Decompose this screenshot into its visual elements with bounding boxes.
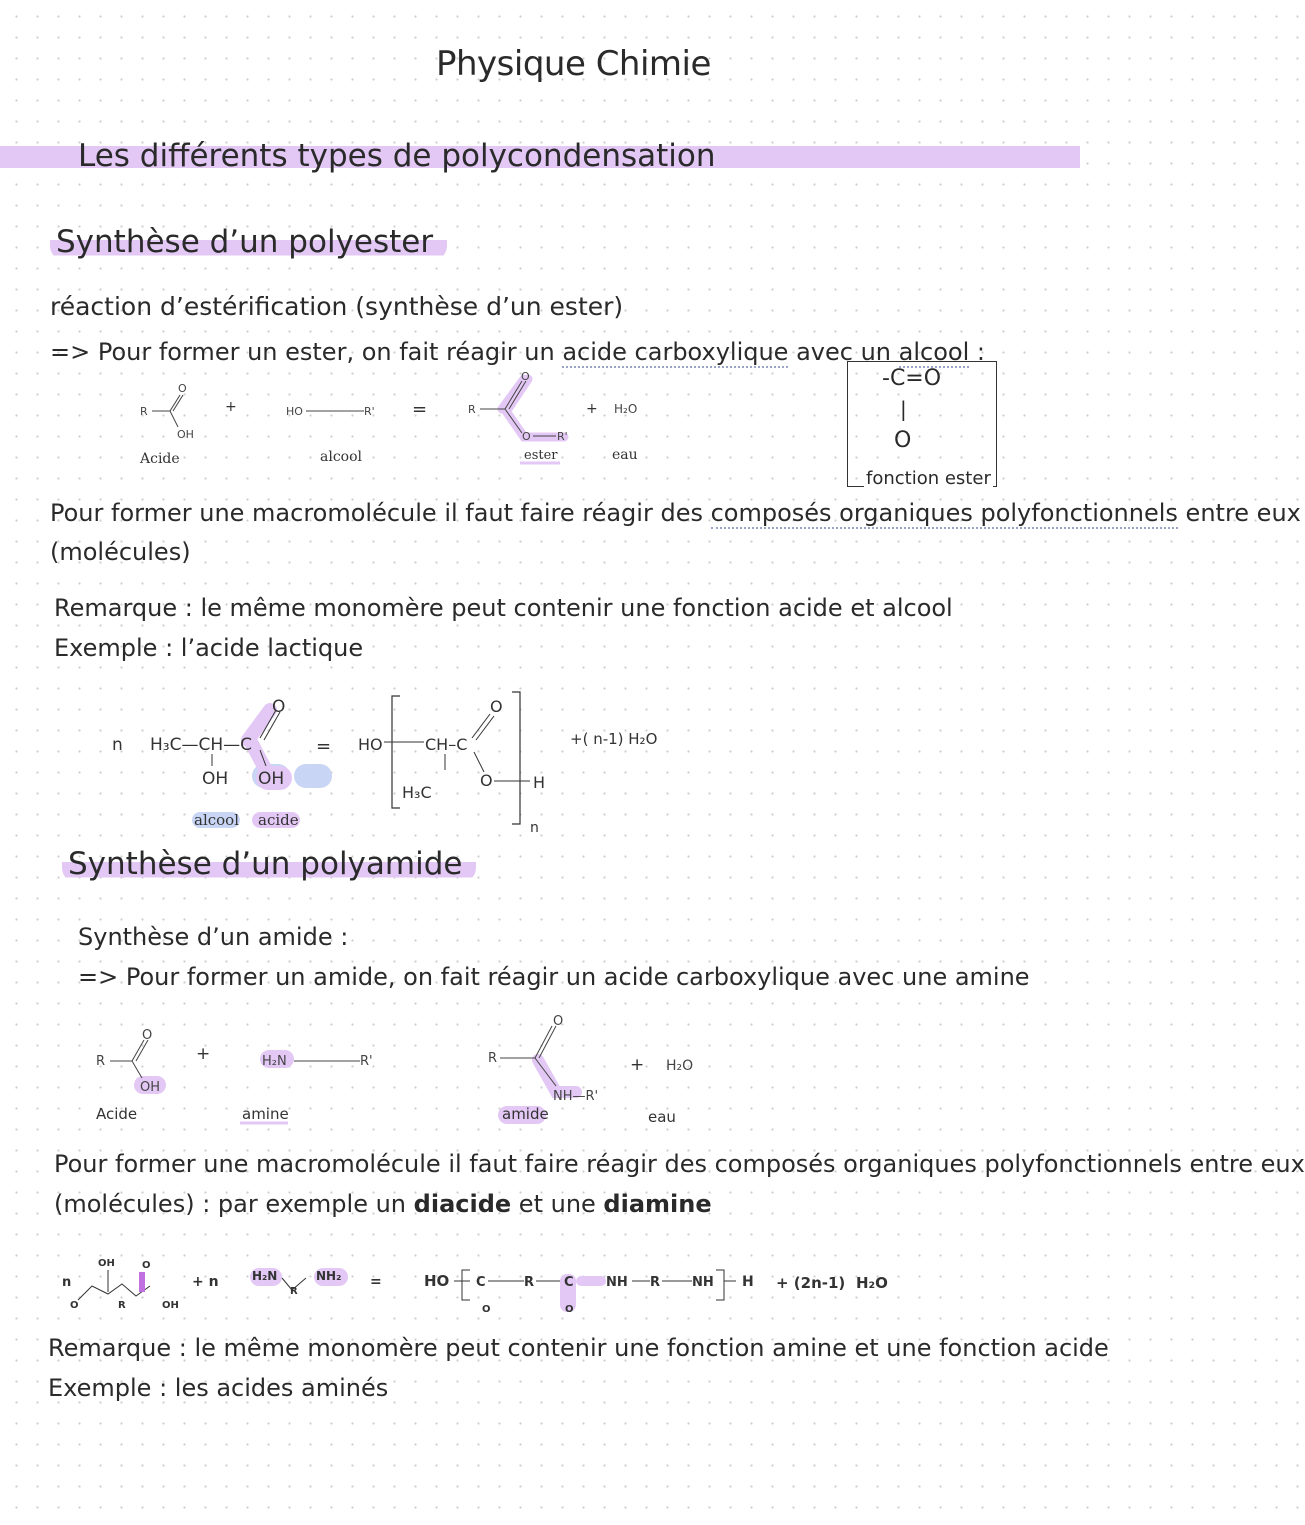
diamine-term: diamine — [603, 1190, 712, 1218]
polyamide-reaction — [56, 1248, 916, 1318]
amide-plus2: + — [630, 1055, 645, 1075]
polyester-heading — [50, 224, 447, 260]
lactic-oh1: OH — [202, 769, 229, 789]
lactic-O: O — [272, 697, 286, 717]
pa-R2: R — [290, 1286, 298, 1297]
pa-O2: O — [565, 1304, 574, 1315]
amide-acid-O: O — [142, 1028, 153, 1043]
pa-byproduct: + (2n-1) — [776, 1274, 846, 1292]
amide-label: amide — [502, 1105, 549, 1123]
page-title: Physique Chimie — [436, 44, 711, 84]
ester-R: R — [468, 403, 476, 416]
pa-NH2b: NH — [692, 1275, 714, 1290]
ester-intro — [50, 338, 985, 366]
polyester-macro-term: composés organiques polyfonctionnels — [710, 499, 1178, 527]
polyamide-macro-text: Pour former une macromolécule il faut faire réagir des composés organiques polyfonctionnels entre eux — [54, 1150, 1305, 1178]
polyester-example: Exemple : l’acide lactique — [54, 634, 364, 662]
amine-Rp: R' — [360, 1054, 373, 1069]
diacide-term: diacide — [413, 1190, 512, 1218]
plus-1: + — [225, 399, 237, 415]
ester-O-top: O — [521, 370, 530, 383]
poly-H: H — [533, 773, 546, 792]
ester-label: ester — [524, 448, 558, 463]
lactic-chain: H₃C—CH—C — [150, 735, 252, 755]
acid-O: O — [178, 382, 187, 395]
pa-C2: C — [564, 1275, 574, 1290]
amide-O: O — [553, 1014, 564, 1029]
amide-intro: => Pour former un amide, on fait réagir un acide carboxylique avec une amine — [78, 963, 1030, 991]
amide-R: R — [488, 1051, 498, 1066]
pa-HO: HO — [424, 1272, 450, 1290]
amide-NHR: NH—R' — [553, 1089, 599, 1104]
alcohol-Rp: R' — [364, 405, 375, 418]
poly-O-ring: O — [480, 771, 493, 790]
amide-subtitle: Synthèse d’un amide : — [78, 923, 349, 951]
ester-function-box — [847, 361, 997, 487]
polyamide-heading — [62, 846, 476, 882]
pa-O-bottom: O — [70, 1300, 79, 1311]
amide-acid-OH: OH — [140, 1080, 161, 1095]
polyamide-remark: Remarque : le même monomère peut contenir une fonction amine et une fonction acide — [48, 1334, 1109, 1362]
pa-R4: R — [650, 1275, 661, 1290]
pa-water: H₂O — [856, 1274, 888, 1292]
ester-O: O — [522, 430, 531, 443]
ester-intro-term1: acide carboxylique — [562, 338, 789, 366]
poly-h3c: H₃C — [402, 783, 432, 802]
polyamide-example: Exemple : les acides aminés — [48, 1374, 389, 1402]
esterification-reaction — [120, 370, 680, 470]
pa-equals: = — [370, 1274, 382, 1290]
ester-Rp: R' — [557, 430, 568, 443]
esterification-subtitle: réaction d’estérification (synthèse d’un ester) — [50, 292, 624, 321]
lactic-byproduct: +( n-1) H₂O — [570, 730, 658, 748]
ester-intro-prefix: => Pour former un ester, on fait réagir un — [50, 338, 563, 366]
alcohol-HO: HO — [286, 405, 303, 418]
amide-acid-label: Acide — [96, 1105, 138, 1123]
ester-intro-mid: avec un — [788, 338, 899, 366]
pa-O-top: O — [142, 1260, 151, 1271]
poly-ch-c: CH–C — [425, 735, 468, 754]
polyamide-title: Synthèse d’un polyamide — [62, 846, 476, 882]
box-caption: fonction ester — [866, 468, 991, 489]
polyester-macro-line2: (molécules) — [50, 538, 191, 566]
acid-R: R — [140, 405, 148, 418]
polyester-macro-text — [50, 499, 1301, 527]
box-line3: O — [894, 428, 912, 453]
ester-intro-term2: alcool — [898, 338, 970, 366]
polyamide-macro-line2-prefix: (molécules) : par exemple un — [54, 1190, 414, 1218]
pa-OH-top: OH — [98, 1258, 115, 1269]
water-label: eau — [612, 447, 638, 463]
pa-R: R — [118, 1300, 126, 1311]
amine-H2N: H₂N — [262, 1054, 287, 1069]
acid-label: Acide — [140, 451, 180, 467]
acide-label: acide — [258, 811, 299, 829]
pa-NH2: NH₂ — [316, 1269, 342, 1283]
section-title: Les différents types de polycondensation — [78, 138, 716, 174]
alcool-label: alcool — [194, 811, 239, 829]
polyester-macro-suffix: entre eux — [1177, 499, 1301, 527]
poly-O-top: O — [490, 697, 503, 716]
amide-reaction — [90, 1010, 730, 1130]
pa-H2N: H₂N — [252, 1269, 278, 1283]
ester-intro-suffix: : — [969, 338, 985, 366]
lactic-equals: = — [316, 736, 332, 757]
pa-OH-bottom: OH — [162, 1300, 179, 1311]
acid-OH: OH — [177, 428, 194, 441]
polyester-title: Synthèse d’un polyester — [50, 224, 447, 260]
equals-1: = — [412, 399, 428, 420]
polyamide-macro-mid: et une — [511, 1190, 604, 1218]
pa-H: H — [742, 1274, 754, 1290]
pa-O1: O — [482, 1304, 491, 1315]
amide-water: H₂O — [666, 1058, 694, 1074]
amide-acid-R: R — [96, 1054, 106, 1069]
pa-NH1: NH — [606, 1275, 628, 1290]
lactic-n: n — [112, 735, 123, 755]
box-line1: -C=O — [882, 366, 942, 391]
polyester-remark: Remarque : le même monomère peut contenir une fonction acide et alcool — [54, 594, 953, 622]
poly-HO: HO — [358, 735, 383, 754]
amide-water-label: eau — [648, 1108, 676, 1126]
lactic-acid-reaction — [100, 688, 720, 838]
pa-R3: R — [524, 1275, 535, 1290]
amide-plus1: + — [196, 1044, 211, 1064]
alcohol-label: alcool — [320, 449, 362, 465]
polyamide-macro-line2 — [54, 1190, 712, 1218]
box-line2: | — [900, 397, 907, 421]
pa-n: n — [62, 1275, 72, 1290]
pa-C1: C — [476, 1275, 486, 1290]
pa-plus-n: + n — [192, 1274, 219, 1290]
poly-n-sub: n — [530, 820, 539, 836]
lactic-oh2: OH — [258, 769, 285, 789]
polyester-macro-prefix: Pour former une macromolécule il faut faire réagir des — [50, 499, 711, 527]
water-formula: H₂O — [614, 402, 638, 416]
amine-label: amine — [242, 1105, 289, 1123]
plus-2: + — [586, 401, 598, 417]
